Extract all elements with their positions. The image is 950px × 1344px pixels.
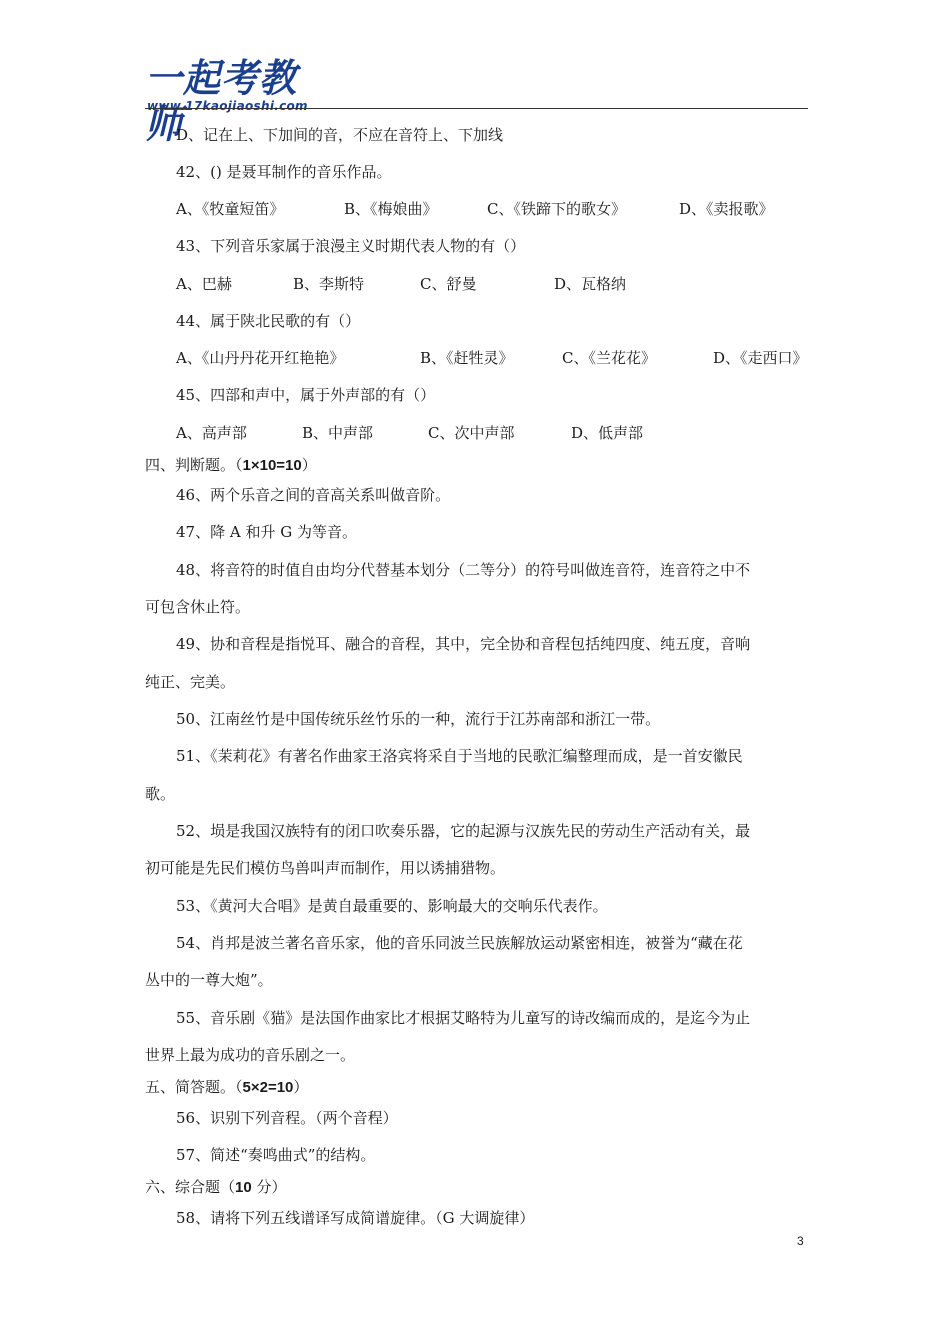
- question-54: 54、肖邦是波兰著名音乐家，他的音乐同波兰民族解放运动紧密相连，被誉为“藏在花: [176, 934, 743, 952]
- question-52: 52、埙是我国汉族特有的闭口吹奏乐器，它的起源与汉族先民的劳动生产活动有关，最: [176, 822, 751, 840]
- section-4-heading: 四、判断题。（1×10=10）: [145, 456, 317, 474]
- question-55-cont: 世界上最为成功的音乐剧之一。: [145, 1046, 356, 1064]
- question-45-options: [176, 423, 816, 443]
- option: D、瓦格纳: [554, 275, 627, 293]
- question-43: 43、下列音乐家属于浪漫主义时期代表人物的有（）: [176, 237, 526, 255]
- question-56: 56、识别下列音程。（两个音程）: [176, 1109, 398, 1127]
- question-57: 57、简述“奏鸣曲式”的结构。: [176, 1146, 376, 1164]
- question-49-cont: 纯正、完美。: [145, 673, 236, 691]
- option: C、次中声部: [428, 424, 515, 442]
- question-46: 46、两个乐音之间的音高关系叫做音阶。: [176, 486, 451, 504]
- question-48: 48、将音符的时值自由均分代替基本划分（二等分）的符号叫做连音符，连音符之中不: [176, 561, 751, 579]
- question-47: 47、降 A 和升 G 为等音。: [176, 523, 357, 541]
- logo-url: www.17kaojiaoshi.com: [147, 99, 308, 113]
- question-54-cont: 丛中的一尊大炮”。: [145, 971, 273, 989]
- question-44-options: [176, 348, 816, 368]
- option: A、高声部: [176, 424, 247, 442]
- question-52-cont: 初可能是先民们模仿鸟兽叫声而制作，用以诱捕猎物。: [145, 859, 506, 877]
- question-51-cont: 歌。: [145, 785, 176, 803]
- option: D、《卖报歌》: [679, 200, 774, 218]
- header-divider: [145, 108, 808, 109]
- section-6-heading: 六、综合题（10 分）: [145, 1178, 287, 1196]
- question-43-options: [176, 274, 816, 294]
- question-42-options: [176, 199, 816, 219]
- question-58: 58、请将下列五线谱译写成简谱旋律。（G 大调旋律）: [176, 1209, 535, 1227]
- option: B、《梅娘曲》: [344, 200, 438, 218]
- question-45: 45、四部和声中，属于外声部的有（）: [176, 386, 436, 404]
- option: A、《山丹丹花开红艳艳》: [176, 349, 345, 367]
- question-48-cont: 可包含休止符。: [145, 598, 251, 616]
- section-5-heading: 五、简答题。（5×2=10）: [145, 1078, 309, 1096]
- option: C、《兰花花》: [562, 349, 656, 367]
- option: B、《赶牲灵》: [420, 349, 514, 367]
- page-number: 3: [797, 1234, 804, 1248]
- option: A、《牧童短笛》: [176, 200, 285, 218]
- question-50: 50、江南丝竹是中国传统乐丝竹乐的一种，流行于江苏南部和浙江一带。: [176, 710, 661, 728]
- option: D、低声部: [571, 424, 644, 442]
- option: C、舒曼: [420, 275, 477, 293]
- question-44: 44、属于陕北民歌的有（）: [176, 312, 361, 330]
- q40-option-d: D、记在上、下加间的音，不应在音符上、下加线: [176, 126, 504, 144]
- question-49: 49、协和音程是指悦耳、融合的音程，其中，完全协和音程包括纯四度、纯五度，音响: [176, 635, 751, 653]
- question-42: 42、() 是聂耳制作的音乐作品。: [176, 163, 392, 181]
- question-51: 51、《茉莉花》有著名作曲家王洛宾将采自于当地的民歌汇编整理而成，是一首安徽民: [176, 747, 743, 765]
- option: B、李斯特: [293, 275, 365, 293]
- option: C、《铁蹄下的歌女》: [487, 200, 626, 218]
- logo-text: 一起考教师: [145, 55, 297, 148]
- question-55: 55、音乐剧《猫》是法国作曲家比才根据艾略特为儿童写的诗改编而成的，是迄今为止: [176, 1009, 751, 1027]
- question-53: 53、《黄河大合唱》是黄自最重要的、影响最大的交响乐代表作。: [176, 897, 608, 915]
- option: D、《走西口》: [713, 349, 808, 367]
- option: A、巴赫: [176, 275, 232, 293]
- option: B、中声部: [302, 424, 374, 442]
